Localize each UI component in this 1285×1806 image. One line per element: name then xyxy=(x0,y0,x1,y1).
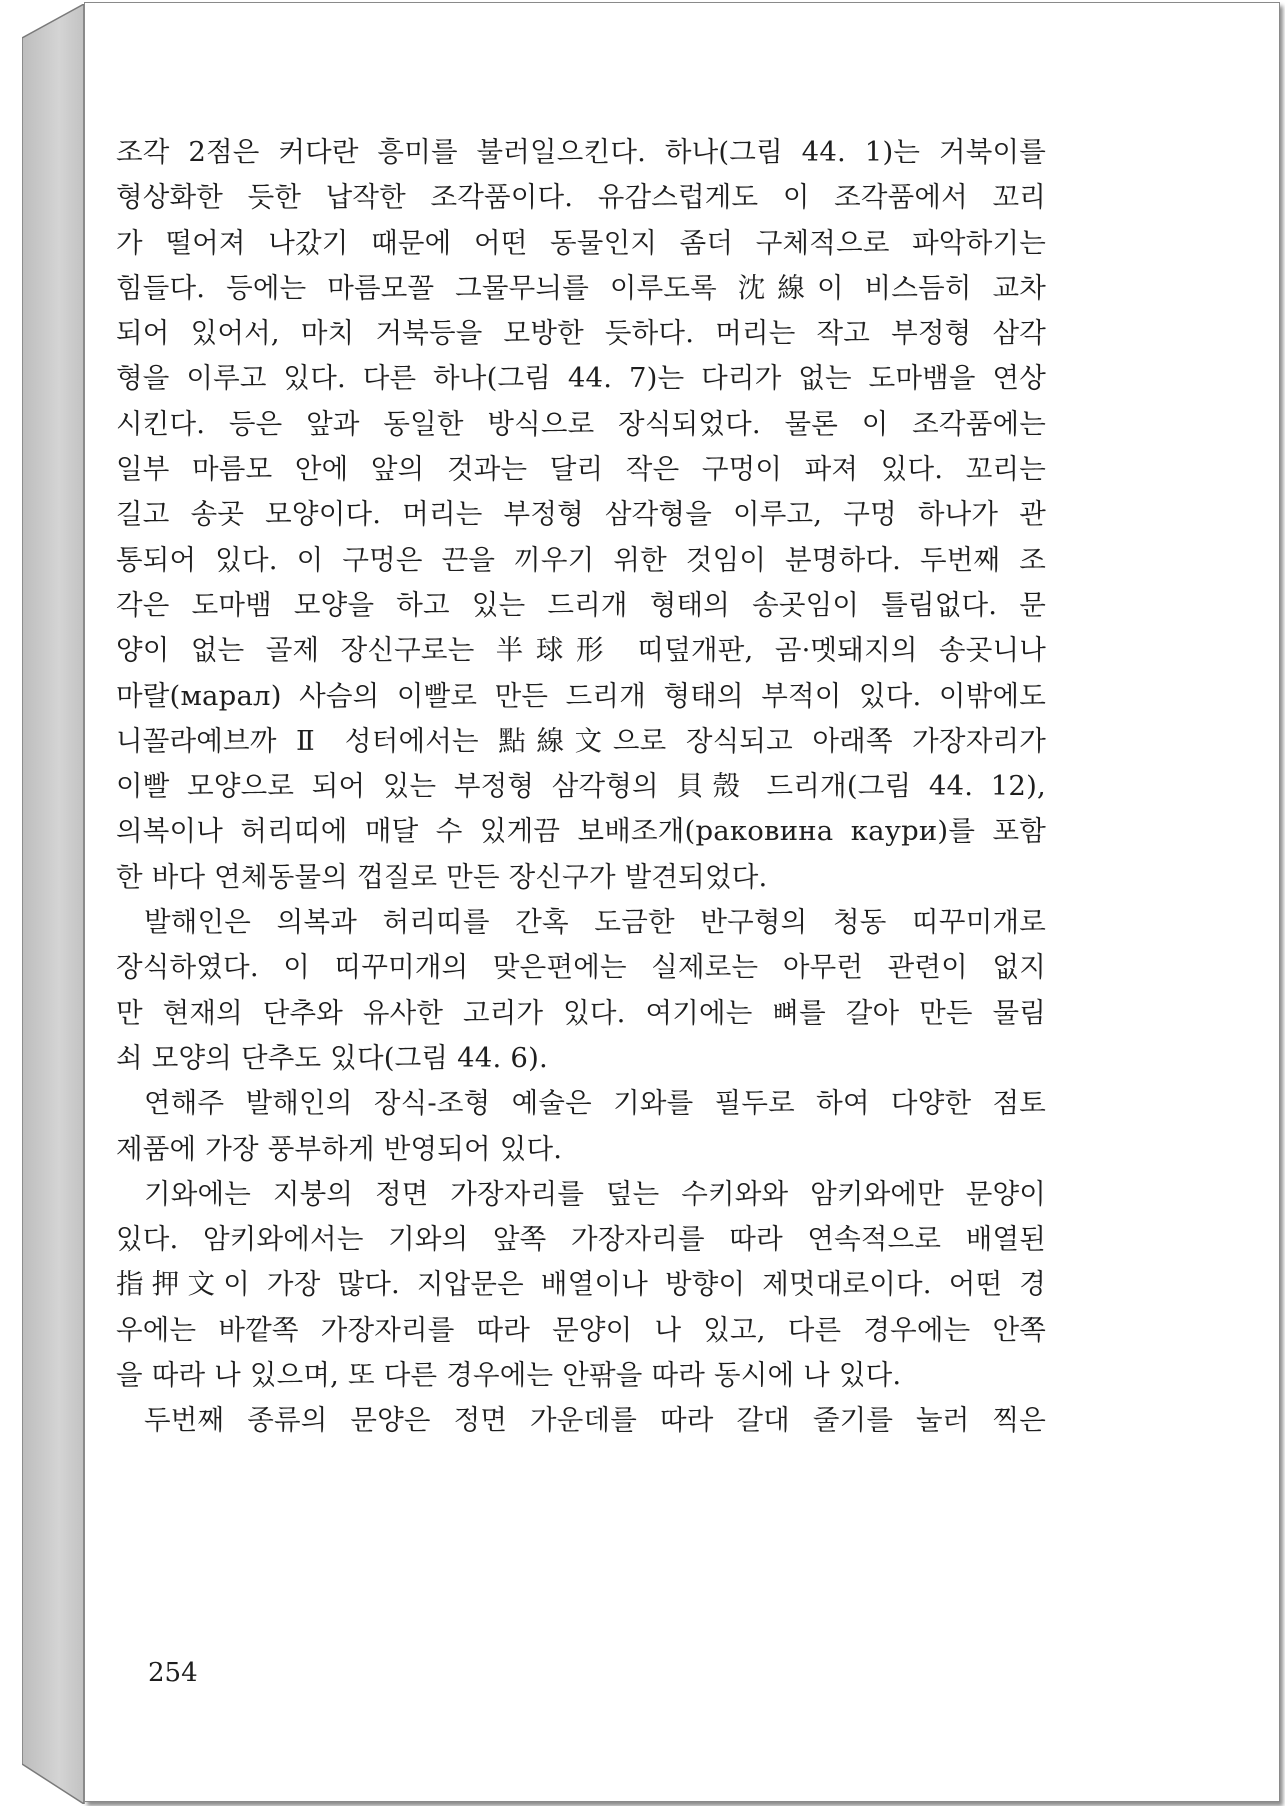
text-line: 의복이나 허리띠에 매달 수 있게끔 보배조개(раковина каури)를 포함 xyxy=(116,815,1046,848)
text-line: 指押文이 가장 많다. 지압문은 배열이나 방향이 제멋대로이다. 어떤 경 xyxy=(116,1268,1046,1301)
text-line: 힘들다. 등에는 마름모꼴 그물무늬를 이루도록 沈線이 비스듬히 교차 xyxy=(116,271,1046,304)
text-line: 되어 있어서, 마치 거북등을 모방한 듯하다. 머리는 작고 부정형 삼각 xyxy=(116,317,1046,350)
text-line: 길고 송곳 모양이다. 머리는 부정형 삼각형을 이루고, 구멍 하나가 관 xyxy=(116,498,1046,531)
text-line: 연해주 발해인의 장식-조형 예술은 기와를 필두로 하여 다양한 점토 xyxy=(144,1087,1046,1120)
text-line: 쇠 모양의 단추도 있다(그림 44. 6). xyxy=(116,1041,548,1074)
text-line: 을 따라 나 있으며, 또 다른 경우에는 안팎을 따라 동시에 나 있다. xyxy=(116,1359,902,1392)
text-line: 만 현재의 단추와 유사한 고리가 있다. 여기에는 뼈를 갈아 만든 물림 xyxy=(116,996,1046,1029)
text-line: 가 떨어져 나갔기 때문에 어떤 동물인지 좀더 구체적으로 파악하기는 xyxy=(116,226,1046,259)
text-line: 형상화한 듯한 납작한 조각품이다. 유감스럽게도 이 조각품에서 꼬리 xyxy=(116,181,1046,214)
page-number: 254 xyxy=(148,1658,198,1688)
text-line: 각은 도마뱀 모양을 하고 있는 드리개 형태의 송곳임이 틀림없다. 문 xyxy=(116,588,1046,621)
text-line: 이빨 모양으로 되어 있는 부정형 삼각형의 貝殼 드리개(그림 44. 12), xyxy=(116,770,1046,803)
text-line: 통되어 있다. 이 구멍은 끈을 끼우기 위한 것임이 분명하다. 두번째 조 xyxy=(116,543,1046,576)
text-line: 장식하였다. 이 띠꾸미개의 맞은편에는 실제로는 아무런 관련이 없지 xyxy=(116,951,1046,984)
body-text xyxy=(116,130,1046,1444)
text-line: 일부 마름모 안에 앞의 것과는 달리 작은 구멍이 파져 있다. 꼬리는 xyxy=(116,453,1046,486)
text-line: 기와에는 지붕의 정면 가장자리를 덮는 수키와와 암키와에만 문양이 xyxy=(144,1177,1046,1210)
text-line: 제품에 가장 풍부하게 반영되어 있다. xyxy=(116,1132,563,1165)
text-line: 시킨다. 등은 앞과 동일한 방식으로 장식되었다. 물론 이 조각품에는 xyxy=(116,407,1046,440)
text-line: 두번째 종류의 문양은 정면 가운데를 따라 갈대 줄기를 눌러 찍은 xyxy=(144,1404,1046,1437)
text-line: 마랄(марал) 사슴의 이빨로 만든 드리개 형태의 부적이 있다. 이밖에도 xyxy=(116,679,1046,712)
text-line: 조각 2점은 커다란 흥미를 불러일으킨다. 하나(그림 44. 1)는 거북이를 xyxy=(116,136,1046,168)
text-line: 발해인은 의복과 허리띠를 간혹 도금한 반구형의 청동 띠꾸미개로 xyxy=(144,906,1046,939)
text-line: 양이 없는 골제 장신구로는 半球形 띠덮개판, 곰·멧돼지의 송곳니나 xyxy=(116,634,1046,667)
text-line: 있다. 암키와에서는 기와의 앞쪽 가장자리를 따라 연속적으로 배열된 xyxy=(116,1223,1046,1256)
text-line: 우에는 바깥쪽 가장자리를 따라 문양이 나 있고, 다른 경우에는 안쪽 xyxy=(116,1313,1046,1346)
text-line: 니꼴라예브까 Ⅱ 성터에서는 點線文으로 장식되고 아래쪽 가장자리가 xyxy=(116,724,1046,757)
text-line: 한 바다 연체동물의 껍질로 만든 장신구가 발견되었다. xyxy=(116,860,768,893)
book-spine xyxy=(22,4,86,1804)
text-line: 형을 이루고 있다. 다른 하나(그림 44. 7)는 다리가 없는 도마뱀을 연상 xyxy=(116,362,1046,395)
